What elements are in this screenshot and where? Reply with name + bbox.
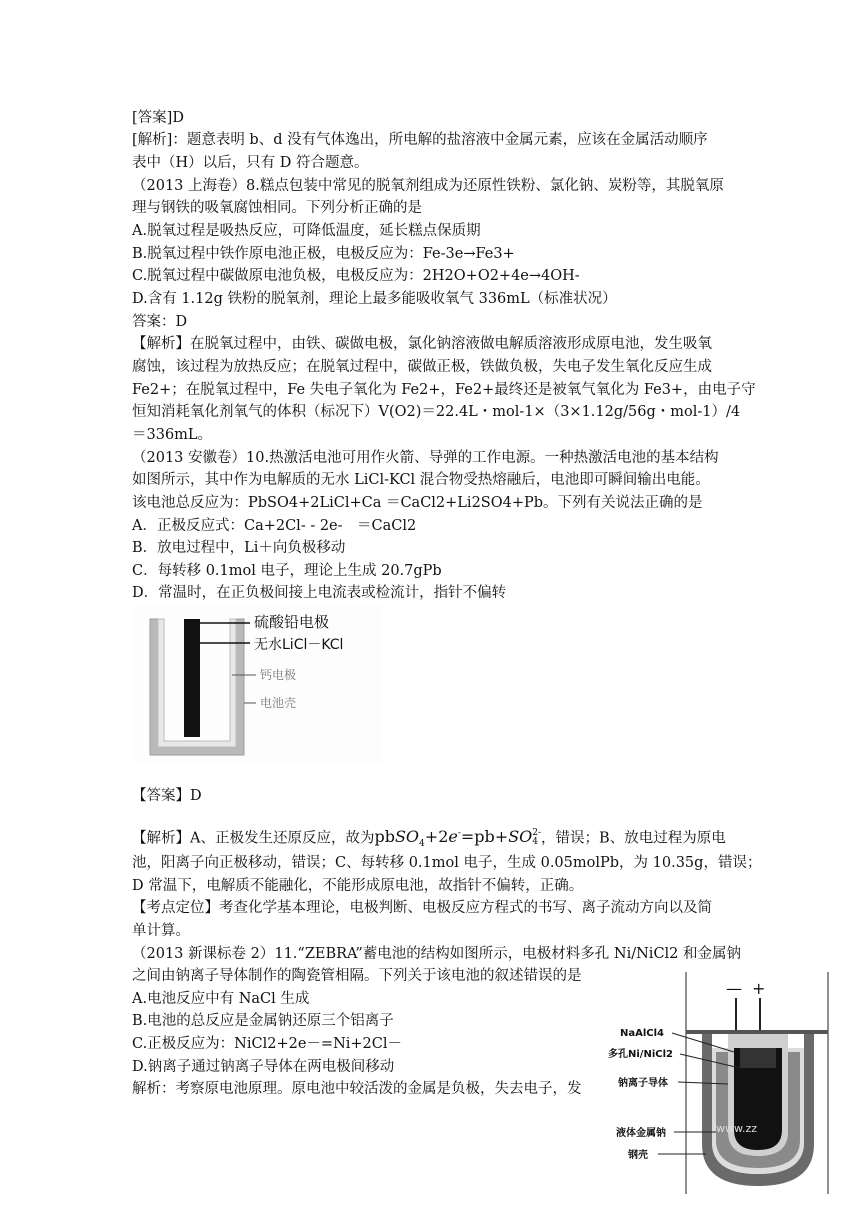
watermark: www.zz: [716, 1122, 758, 1135]
text-line: （2013 新课标卷 2）11.“ZEBRA”蓄电池的结构如图所示，电极材料多孔 Ni/NiCl2 和金属钠: [132, 946, 742, 962]
text-line: A.脱氧过程是吸热反应，可降低温度，延长糕点保质期: [132, 223, 481, 239]
text-line: 池，阳离子向正极移动，错误；C、每转移 0.1mol 电子，生成 0.05molPb，为 10.35g，错误；: [132, 855, 762, 871]
text-line: D.钠离子通过钠离子导体在两电极间移动: [132, 1059, 395, 1075]
text-line: 【解析】在脱氧过程中，由铁、碳做电极，氯化钠溶液做电解质溶液形成原电池，发生吸氧: [132, 336, 712, 352]
formula-e: e: [448, 827, 458, 847]
text-line: [答案]D: [132, 110, 184, 126]
formula-eq: =pb+: [460, 827, 509, 847]
analysis-line: [132, 824, 732, 855]
fig1-label-battery-shell: 电池壳: [260, 696, 297, 710]
text-line: 【考点定位】考查化学基本理论，电极判断、电极反应方程式的书写、离子流动方向以及简: [132, 900, 712, 916]
label-sodium-ion-conductor: 钠离子导体: [618, 1078, 668, 1089]
formula-sub: 4: [419, 839, 425, 850]
text-line: 腐蚀，该过程为放热反应；在脱氧过程中，碳做正极，铁做负极，失电子发生氧化反应生成: [132, 359, 712, 375]
formula-pb: pb: [374, 827, 395, 847]
text-line: C.脱氧过程中碳做原电池负极，电极反应为：2H2O+O2+4e→4OH-: [132, 268, 580, 284]
text-line: 解析：考察原电池原理。原电池中较活泼的金属是负极，失去电子，发: [132, 1081, 582, 1097]
formula-sup: -: [457, 829, 461, 839]
electrode-formula: [374, 827, 542, 850]
text-line: 之间由钠离子导体制作的陶瓷管相隔。下列关于该电池的叙述错误的是: [132, 968, 582, 984]
thermal-battery-figure: [132, 605, 382, 763]
negative-terminal: —: [726, 979, 742, 998]
zebra-battery-figure: [606, 972, 830, 1194]
label-liquid-sodium: 液体金属钠: [616, 1128, 666, 1139]
analysis-suffix: ，错误；B、放电过程为原电: [541, 830, 726, 847]
formula-so2: SO: [508, 827, 533, 847]
fig1-label-lead-sulfate-electrode: 硫酸铅电极: [254, 613, 330, 631]
text-line: D．常温时，在正负极间接上电流表或检流计，指针不偏转: [132, 585, 507, 601]
text-line: 单计算。: [132, 923, 190, 939]
text-line: B.电池的总反应是金属钠还原三个铝离子: [132, 1013, 394, 1029]
label-porous-ni: 多孔Ni/NiCl2: [608, 1049, 673, 1060]
analysis-prefix: 【解析】A、正极发生还原反应，故为: [132, 830, 375, 847]
text-line: ＝336mL。: [132, 427, 213, 443]
formula-so: SO: [394, 827, 420, 847]
label-steel-shell: 钢壳: [628, 1150, 648, 1161]
fig1-label-electrolyte: 无水LiCl－KCl: [254, 637, 344, 653]
text-line: 理与钢铁的吸氧腐蚀相同。下列分析正确的是: [132, 200, 422, 216]
text-line: C.正极反应为：NiCl2+2e－=Ni+2Cl－: [132, 1036, 403, 1052]
text-line: 如图所示，其中作为电解质的无水 LiCl-KCl 混合物受热熔融后，电池即可瞬间输出电能。: [132, 472, 710, 488]
text-line: 表中（H）以后，只有 D 符合题意。: [132, 155, 369, 171]
text-line: B.脱氧过程中铁作原电池正极，电极反应为：Fe-3e→Fe3+: [132, 246, 515, 262]
answer-line: 【答案】D: [132, 788, 202, 804]
text-line: 答案：D: [132, 314, 188, 330]
text-line: （2013 安徽卷）10.热激活电池可用作火箭、导弹的工作电源。一种热激活电池的基本结构: [132, 450, 719, 466]
label-naalcl4: NaAlCl4: [620, 1028, 665, 1039]
text-line: A．正极反应式：Ca+2Cl- - 2e- ＝CaCl2: [132, 518, 417, 534]
text-line: 该电池总反应为：PbSO4+2LiCl+Ca ＝CaCl2+Li2SO4+Pb。下列有关说法正确的是: [132, 495, 703, 511]
text-line: Fe2+；在脱氧过程中，Fe 失电子氧化为 Fe2+，Fe2+最终还是被氧气氧化为 Fe3+，由电子守: [132, 382, 756, 398]
text-line: （2013 上海卷）8.糕点包装中常见的脱氧剂组成为还原性铁粉、氯化钠、炭粉等，其脱氧原: [132, 178, 724, 194]
text-line: B．放电过程中，Li＋向负极移动: [132, 540, 346, 556]
fig1-label-calcium-electrode: 钙电极: [260, 668, 297, 682]
formula-sub2: 4: [532, 836, 538, 847]
text-line: D 常温下，电解质不能融化，不能形成原电池，故指针不偏转，正确。: [132, 878, 584, 894]
text-line: A.电池反应中有 NaCl 生成: [132, 991, 310, 1007]
formula-coef: +2: [424, 827, 449, 847]
text-line: 恒知消耗氧化剂氧气的体积（标况下）V(O2)＝22.4L・mol-1×（3×1.12g/56g・mol-1）/4: [132, 404, 741, 420]
text-line: C．每转移 0.1mol 电子，理论上生成 20.7gPb: [132, 563, 442, 579]
text-line: D.含有 1.12g 铁粉的脱氧剂，理论上最多能吸收氧气 336mL（标准状况）: [132, 291, 617, 307]
positive-terminal: +: [752, 979, 766, 998]
formula-charge: 2-: [532, 827, 542, 838]
text-line: [解析]：题意表明 b、d 没有气体逸出，所电解的盐溶液中金属元素，应该在金属活动顺序: [132, 132, 708, 148]
